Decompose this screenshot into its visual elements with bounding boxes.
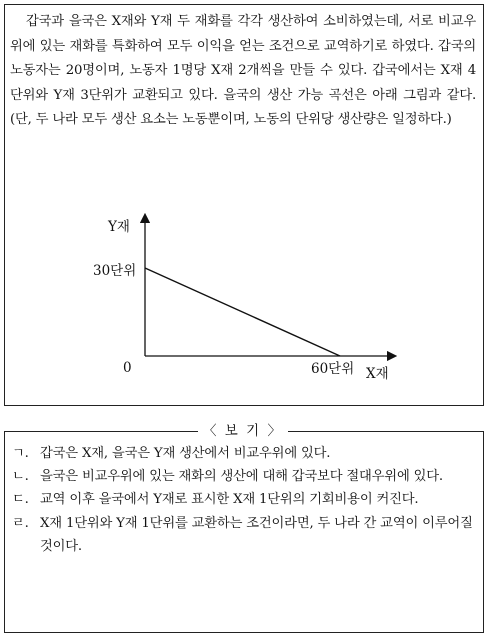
problem-paragraph <box>10 10 476 133</box>
bogi-item <box>10 465 476 488</box>
y-intercept-label: 30단위 <box>93 263 137 279</box>
bogi-item <box>10 512 476 558</box>
origin-label: 0 <box>123 360 132 376</box>
bogi-item <box>10 442 476 465</box>
bogi-list <box>10 442 476 558</box>
bogi-marker: ㄹ. <box>12 515 29 531</box>
bogi-marker: ㄴ. <box>12 469 29 485</box>
problem-text: 갑국과 을국은 X재와 Y재 두 재화를 각각 생산하여 소비하였는데, 서로 비교우위에 있는 재화를 특화하여 모두 이익을 얻는 조건으로 교역하기로 하였다. 갑국의 노동자는 20명이며, 노동자 1명당 X재 2개씩을 만들 수 있다. 갑국에서는 X재 4단위와 Y재 3단위가 교환되고 있다. 을국의 생산 가능 곡선은 아래 그림과 같다. (단, 두 나라 모두 생산 요소는 노동뿐이며, 노동의 단위당 생산량은 일정하다.) <box>10 14 476 128</box>
bogi-text: X재 1단위와 Y재 1단위를 교환하는 조건이라면, 두 나라 간 교역이 이루어질 것이다. <box>40 515 473 554</box>
x-axis-label: X재 <box>366 366 389 382</box>
bogi-text: 을국은 비교우위에 있는 재화의 생산에 대해 갑국보다 절대우위에 있다. <box>40 469 443 485</box>
bogi-item <box>10 488 476 511</box>
bogi-title: 〈 보 기 〉 <box>198 420 288 442</box>
y-axis-label: Y재 <box>108 219 130 235</box>
bogi-text: 갑국은 X재, 을국은 Y재 생산에서 비교우위에 있다. <box>40 446 331 461</box>
bogi-marker: ㄷ. <box>12 492 29 508</box>
x-intercept-label: 60단위 <box>311 361 355 377</box>
bogi-marker: ㄱ. <box>12 446 29 461</box>
bogi-text: 교역 이후 을국에서 Y재로 표시한 X재 1단위의 기회비용이 커진다. <box>40 492 419 508</box>
